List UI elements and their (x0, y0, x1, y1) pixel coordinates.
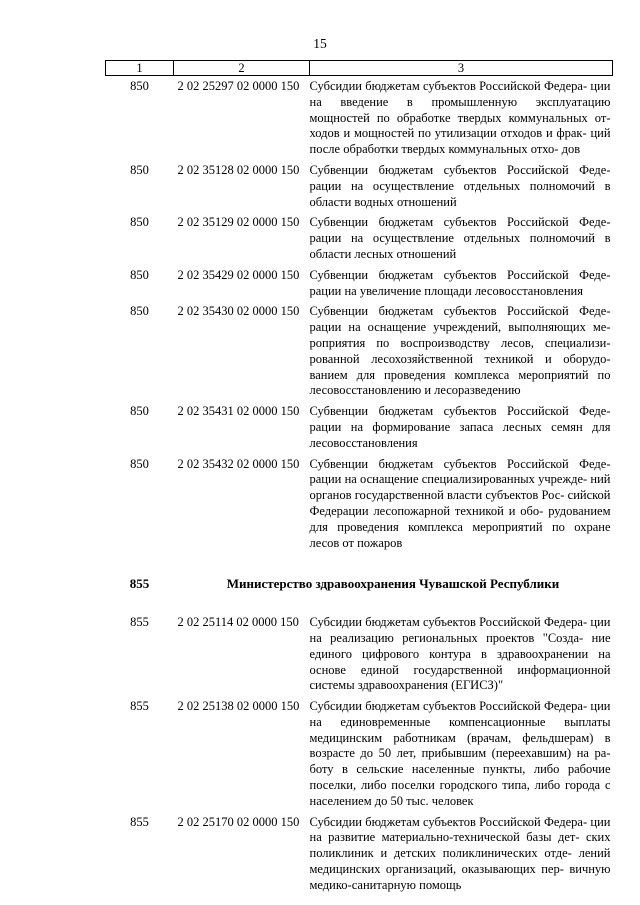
description-line: Субвенции бюджетам субъектов Российской Феде- (309, 162, 611, 177)
table-row (106, 160, 613, 212)
description-line: роприятия по воспроизводству лесов, специализи- (309, 335, 611, 350)
description-line: рации на осуществление отдельных полномочий в (309, 231, 611, 246)
description-line: рации на увеличение площади лесовосстановления (309, 283, 583, 298)
description-line: ции на развитие материально-технической базы дет- (309, 814, 611, 845)
table-row (106, 212, 613, 264)
table-body (106, 76, 613, 896)
description-line: Субвенции бюджетам субъектов Российской Феде- (309, 456, 611, 471)
admin-code-cell: 855 (130, 615, 149, 630)
budget-code-cell: 2 02 35432 02 0000 150 (177, 456, 300, 471)
description-line: лесовосстановления (309, 435, 418, 450)
description-cell (310, 612, 613, 696)
description-line: Субсидии бюджетам субъектов Российской Федера- (309, 615, 588, 630)
budget-table (105, 60, 613, 896)
table-header-row (106, 61, 613, 76)
description-cell (310, 160, 613, 212)
budget-code-cell: 2 02 25297 02 0000 150 (177, 79, 300, 93)
description-line: Субсидии бюджетам субъектов Российской Федера- (309, 699, 588, 714)
budget-code-cell: 2 02 35430 02 0000 150 (177, 304, 300, 319)
admin-code-cell: 850 (130, 404, 149, 419)
description-line: Субвенции бюджетам субъектов Российской Феде- (309, 404, 611, 419)
description-line: ние единого цифрового контура в здравоохранении (309, 630, 611, 661)
description-line: ванием для проведения комплекса мероприятий по (309, 367, 611, 382)
description-line: ции на реализацию региональных проектов "Созда- (309, 615, 611, 645)
description-line: рации на оснащение специализированных учрежде- (309, 472, 588, 487)
table-row (106, 265, 613, 302)
description-line: Субвенции бюджетам субъектов Российской Феде- (309, 215, 611, 230)
description-line: ции на введение в промышленную эксплуатацию (309, 79, 611, 109)
description-line: возрасте до 50 лет, прибывшим (переехавшим) на ра- (309, 746, 611, 761)
description-line: вичную медико-санитарную помощь (309, 862, 611, 892)
budget-code-cell: 2 02 35128 02 0000 150 (177, 162, 300, 177)
section-title: Министерство здравоохранения Чувашской Республики (226, 576, 560, 592)
description-line: Субсидии бюджетам субъектов Российской Федера- (309, 79, 588, 93)
page-number: 15 (313, 36, 327, 51)
description-line: боту в сельские населенные пункты, либо рабочие (309, 762, 611, 777)
description-line: рудованием для проведения комплекса мероприятий (309, 503, 611, 534)
table-row (106, 812, 613, 896)
budget-code-cell: 2 02 25138 02 0000 150 (177, 699, 300, 714)
description-line: сийской Федерации лесопожарной техникой и обо- (309, 488, 611, 518)
description-line: рации на формирование запаса лесных семян для (309, 419, 611, 434)
description-cell (310, 454, 613, 554)
table-row (106, 612, 613, 696)
description-line: с населением до 50 тыс. человек (309, 778, 611, 808)
description-cell (310, 696, 613, 812)
budget-code-cell: 2 02 25170 02 0000 150 (177, 814, 300, 829)
description-line: ходов и мощностей по утилизации отходов и фрак- (309, 126, 587, 141)
description-line: по охране лесов от пожаров (309, 519, 611, 550)
description-cell (310, 301, 613, 401)
description-line: на основе единой государственной информационной (309, 646, 611, 677)
table-row (106, 76, 613, 160)
budget-code-cell: 2 02 35431 02 0000 150 (177, 404, 300, 419)
admin-code-cell: 855 (130, 699, 149, 714)
table-row (106, 696, 613, 812)
description-line: области водных отношений (309, 194, 457, 209)
description-line: медицинским работникам (врачам, фельдшерам) в (309, 730, 611, 745)
admin-code-cell: 850 (130, 79, 149, 93)
admin-code-cell: 855 (130, 814, 149, 829)
description-line: рованной лесохозяйственной техникой и оборудо- (309, 351, 611, 366)
description-line: рации на оснащение учреждений, выполняющих ме- (309, 320, 611, 335)
budget-code-cell: 2 02 25114 02 0000 150 (177, 615, 299, 630)
admin-code-cell: 850 (130, 456, 149, 471)
description-line: рации на осуществление отдельных полномочий в (309, 178, 611, 193)
description-line: области лесных отношений (309, 246, 457, 261)
description-line: ний органов государственной власти субъектов Рос- (309, 472, 611, 503)
description-line: лесовосстановлению и лесоразведению (309, 383, 521, 398)
description-cell (310, 401, 613, 453)
column-header: 1 (106, 61, 174, 76)
description-line: системы здравоохранения (ЕГИСЗ)" (309, 678, 504, 693)
budget-code-cell: 2 02 35129 02 0000 150 (177, 215, 300, 230)
description-line: дов (561, 142, 581, 157)
description-line: лений медицинских организаций, оказывающих пер- (309, 846, 611, 877)
description-cell (310, 812, 613, 896)
budget-code-cell: 2 02 35429 02 0000 150 (177, 267, 300, 282)
column-header: 3 (310, 61, 613, 76)
description-line: Субвенции бюджетам субъектов Российской Феде- (309, 267, 611, 282)
description-cell (310, 265, 613, 302)
table-row (106, 454, 613, 554)
description-line: мощностей по обработке твердых коммунальных от- (309, 110, 611, 125)
description-cell (310, 212, 613, 264)
description-line: ций после обработки твердых коммунальных отхо- (309, 126, 611, 157)
section-code: 855 (129, 576, 150, 592)
admin-code-cell: 850 (130, 215, 149, 230)
section-row (106, 553, 613, 612)
description-line: ских поликлиник и детских поликлинических отде- (309, 830, 611, 861)
column-header: 2 (174, 61, 310, 76)
description-cell (310, 76, 613, 160)
description-line: Субвенции бюджетам субъектов Российской Феде- (309, 304, 611, 319)
table-row (106, 301, 613, 401)
table-row (106, 401, 613, 453)
admin-code-cell: 850 (130, 304, 149, 319)
description-line: ции на единовременные компенсационные выплаты (309, 699, 611, 729)
description-line: поселки, либо поселки городского типа, либо города (309, 778, 601, 793)
admin-code-cell: 850 (130, 267, 149, 282)
admin-code-cell: 850 (130, 162, 149, 177)
description-line: Субсидии бюджетам субъектов Российской Федера- (309, 814, 588, 829)
